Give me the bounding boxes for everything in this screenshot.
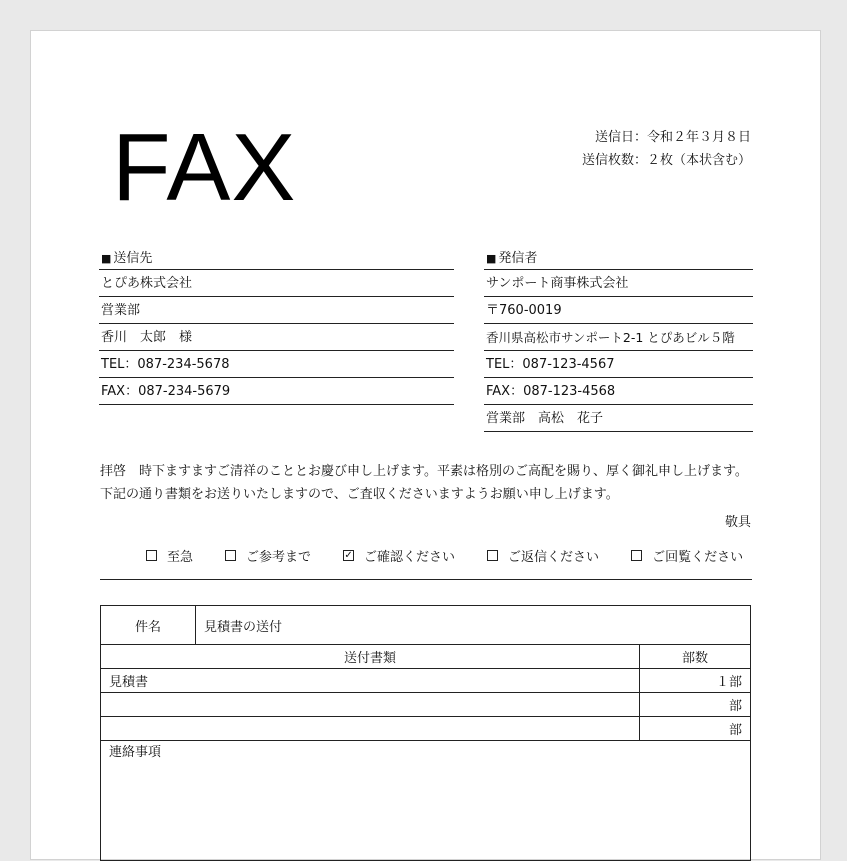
sender-company: サンポート商事株式会社 — [484, 271, 753, 297]
docs-header: 送付書類 — [101, 645, 640, 669]
recipient-company: とぴあ株式会社 — [99, 271, 454, 297]
checkbox-label: 至急 — [167, 550, 194, 565]
checkbox-please-reply[interactable] — [487, 546, 599, 565]
divider — [100, 579, 752, 580]
count-header: 部数 — [640, 645, 751, 669]
subject-label: 件名 — [101, 606, 196, 645]
subject-row — [101, 606, 751, 645]
doc-count: 部 — [640, 693, 751, 717]
sender-heading-label: 発信者 — [498, 251, 538, 266]
table-row — [101, 693, 751, 717]
doc-name — [101, 693, 640, 717]
table-row — [101, 669, 751, 693]
greeting-line-2: 下記の通り書類をお送りいたしますので、ご査収くださいますようお願い申し上げます。 — [100, 487, 619, 502]
checkbox-label: ご参考まで — [246, 550, 312, 565]
recipient-department: 営業部 — [99, 298, 454, 324]
sender-heading — [484, 248, 753, 270]
sender-postal: 〒760-0019 — [484, 298, 753, 324]
sender-address: 香川県高松市サンポート2-1 とぴあビル５階 — [484, 325, 753, 351]
send-date: 送信日：令和２年３月８日 — [594, 130, 751, 145]
checkbox-for-reference[interactable] — [225, 546, 311, 565]
checkbox-box[interactable] — [631, 550, 642, 561]
greeting-line-1: 拝啓 時下ますますご清祥のこととお慶び申し上げます。平素は格別のご高配を賜り、厚く御礼申し上げます。 — [100, 464, 748, 479]
checkbox-urgent[interactable] — [146, 546, 193, 565]
checkbox-group — [146, 546, 775, 565]
page-count: 送信枚数：２枚（本状含む） — [581, 153, 751, 168]
recipient-fax: FAX：087-234-5679 — [99, 379, 454, 405]
square-bullet-icon: ■ — [101, 252, 112, 265]
closing-keigu: 敬具 — [724, 515, 751, 530]
sender-tel: TEL：087-123-4567 — [484, 352, 753, 378]
notes-row — [101, 741, 751, 861]
recipient-heading — [99, 248, 454, 270]
sender-fax: FAX：087-123-4568 — [484, 379, 753, 405]
checkbox-box[interactable] — [146, 550, 157, 561]
checkbox-label: ご確認ください — [364, 550, 456, 565]
sender-person: 営業部 高松 花子 — [484, 406, 753, 432]
recipient-name: 香川 太郎 様 — [99, 325, 454, 351]
square-bullet-icon: ■ — [486, 252, 497, 265]
doc-name: 見積書 — [101, 669, 640, 693]
checkbox-box[interactable] — [487, 550, 498, 561]
checkbox-please-circulate[interactable] — [631, 546, 743, 565]
documents-table — [100, 605, 751, 861]
sender-block — [484, 248, 753, 433]
table-row — [101, 717, 751, 741]
checkbox-label: ご回覧ください — [652, 550, 744, 565]
doc-count: １部 — [640, 669, 751, 693]
checkbox-box[interactable] — [225, 550, 236, 561]
table-header-row — [101, 645, 751, 669]
checkbox-label: ご返信ください — [508, 550, 600, 565]
recipient-heading-label: 送信先 — [113, 251, 153, 266]
doc-name — [101, 717, 640, 741]
checked-checkbox-icon[interactable]: ✓ — [344, 549, 353, 561]
notes-label: 連絡事項 — [101, 741, 751, 861]
recipient-block — [99, 248, 454, 406]
subject-value: 見積書の送付 — [196, 606, 751, 645]
recipient-tel: TEL：087-234-5678 — [99, 352, 454, 378]
checkbox-please-confirm[interactable] — [343, 546, 455, 565]
doc-count: 部 — [640, 717, 751, 741]
fax-title: FAX — [112, 114, 297, 221]
